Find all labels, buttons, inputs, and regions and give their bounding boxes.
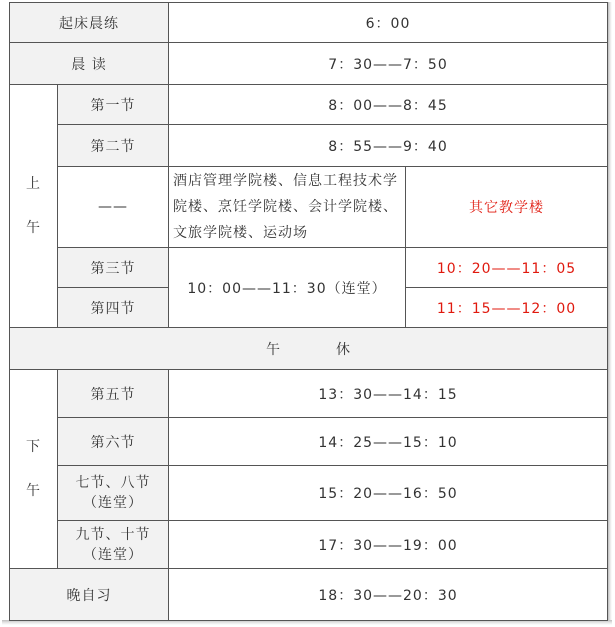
row-period-3 bbox=[10, 248, 608, 288]
period-9-10-label-line-1: 九节、十节 bbox=[75, 526, 151, 543]
period-9-10-time: 17：30——19：00 bbox=[169, 521, 608, 569]
period-2-label: 第二节 bbox=[58, 125, 169, 167]
row-reading bbox=[10, 43, 608, 85]
daily-schedule-table bbox=[9, 2, 608, 621]
period-3-time-b: 10：20——11：05 bbox=[406, 248, 608, 288]
row-period-7-8 bbox=[10, 466, 608, 521]
period-3-label: 第三节 bbox=[58, 248, 169, 288]
row-period-1 bbox=[10, 85, 608, 125]
row-period-5 bbox=[10, 370, 608, 418]
noon-char-1: 午 bbox=[266, 341, 282, 358]
row-period-6 bbox=[10, 418, 608, 466]
evening-label: 晚自习 bbox=[10, 569, 169, 621]
period-7-8-label-line-2: （连堂） bbox=[83, 495, 143, 511]
reading-label: 晨 读 bbox=[10, 43, 169, 85]
buildings-group-a-text: 酒店管理学院楼、信息工程技术学院楼、烹饪学院楼、会计学院楼、文旅学院楼、运动场 bbox=[173, 173, 398, 241]
row-buildings bbox=[10, 167, 608, 248]
morning-char-2: 午 bbox=[26, 220, 41, 236]
period-9-10-label-line-2: （连堂） bbox=[83, 546, 143, 563]
period-6-label: 第六节 bbox=[58, 418, 169, 466]
row-wake bbox=[10, 3, 608, 43]
period-5-time: 13：30——14：15 bbox=[169, 370, 608, 418]
buildings-label: —— bbox=[58, 167, 169, 248]
wake-label: 起床晨练 bbox=[10, 3, 169, 43]
period-9-10-label bbox=[58, 521, 169, 569]
afternoon-label bbox=[10, 370, 58, 569]
period-7-8-time: 15：20——16：50 bbox=[169, 466, 608, 521]
evening-time: 18：30——20：30 bbox=[169, 569, 608, 621]
period-5-label: 第五节 bbox=[58, 370, 169, 418]
morning-char-1: 上 bbox=[26, 176, 41, 192]
period-1-time: 8：00——8：45 bbox=[169, 85, 608, 125]
row-period-2 bbox=[10, 125, 608, 167]
period-6-time: 14：25——15：10 bbox=[169, 418, 608, 466]
afternoon-char-2: 午 bbox=[26, 483, 41, 499]
wake-time: 6：00 bbox=[169, 3, 608, 43]
period-4-label: 第四节 bbox=[58, 288, 169, 328]
noon-char-2: 休 bbox=[335, 341, 351, 358]
noon-break bbox=[10, 328, 608, 370]
row-noon-break bbox=[10, 328, 608, 370]
period-4-time-b: 11：15——12：00 bbox=[406, 288, 608, 328]
buildings-group-a bbox=[169, 167, 406, 248]
morning-label bbox=[10, 85, 58, 328]
row-evening bbox=[10, 569, 608, 621]
frame-shadow-right bbox=[608, 2, 612, 624]
afternoon-char-1: 下 bbox=[26, 439, 41, 455]
period-7-8-label bbox=[58, 466, 169, 521]
row-period-9-10 bbox=[10, 521, 608, 569]
period-2-time: 8：55——9：40 bbox=[169, 125, 608, 167]
period-1-label: 第一节 bbox=[58, 85, 169, 125]
buildings-group-b: 其它教学楼 bbox=[406, 167, 608, 248]
reading-time: 7：30——7：50 bbox=[169, 43, 608, 85]
period-7-8-label-line-1: 七节、八节 bbox=[75, 475, 151, 491]
period-3-4-time-a: 10：00——11：30（连堂） bbox=[169, 248, 406, 328]
